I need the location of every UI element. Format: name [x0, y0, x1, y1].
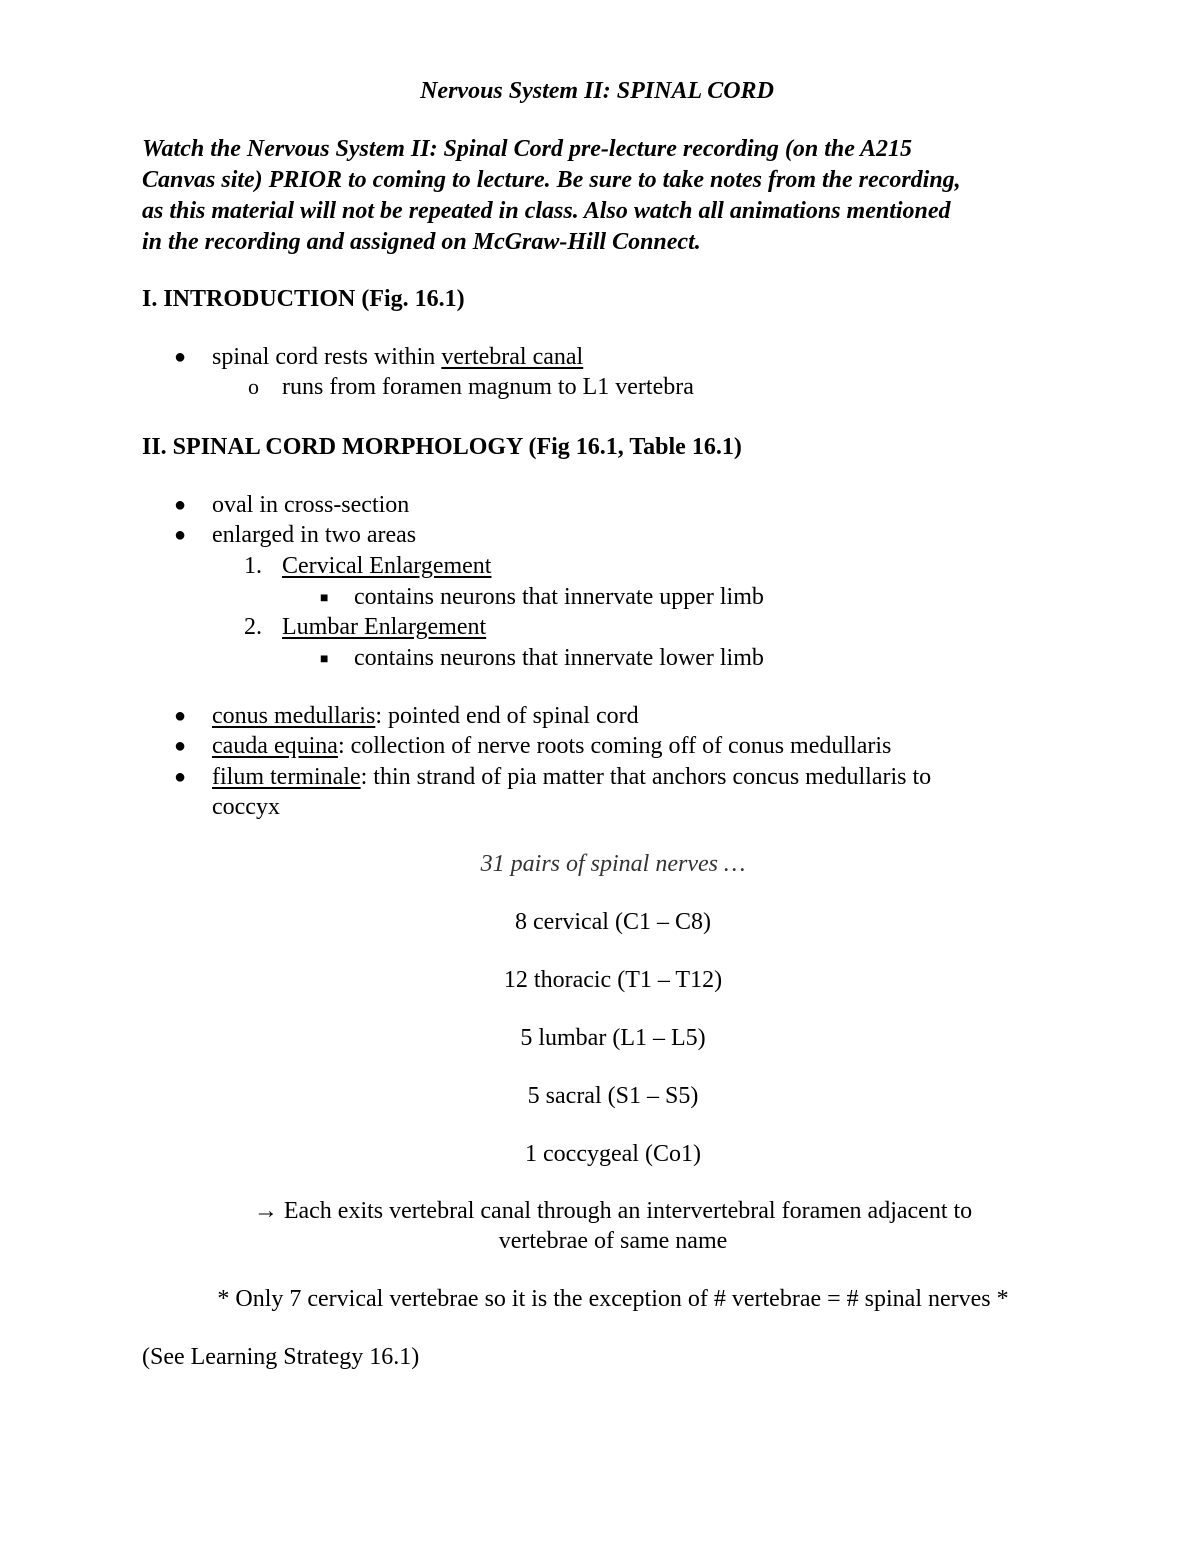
definition-text: : thin strand of pia matter that anchors concus medullaris to	[360, 764, 932, 790]
term-lumbar-enlargement: Lumbar Enlargement	[282, 614, 487, 640]
section-heading-introduction: I. INTRODUCTION (Fig. 16.1)	[142, 286, 465, 312]
term-cauda-equina: cauda equina	[212, 733, 338, 759]
circle-bullet-icon: o	[248, 374, 259, 399]
list-item	[212, 731, 891, 762]
page-title: Nervous System II: SPINAL CORD	[420, 78, 774, 104]
nerve-group-thoracic: 12 thoracic (T1 – T12)	[503, 967, 723, 993]
nerve-group-cervical: 8 cervical (C1 – C8)	[515, 909, 711, 935]
list-item-text: spinal cord rests within	[212, 344, 442, 370]
list-item	[212, 701, 639, 732]
exit-text: Each exits vertebral canal through an intervertebral foramen adjacent to	[283, 1198, 973, 1224]
bullet-icon: ●	[174, 494, 187, 516]
bullet-icon: ●	[174, 766, 187, 788]
learning-strategy-reference: (See Learning Strategy 16.1)	[142, 1344, 420, 1370]
intro-line: as this material will not be repeated in class. Also watch all animations mentioned	[142, 198, 951, 224]
nerve-group-lumbar: 5 lumbar (L1 – L5)	[520, 1025, 706, 1051]
bullet-icon: ●	[174, 524, 187, 546]
exit-statement	[0, 1196, 1200, 1227]
list-item	[212, 342, 583, 373]
term-vertebral-canal: vertebral canal	[441, 344, 584, 370]
list-number: 1.	[244, 553, 262, 579]
exit-statement-continuation: vertebrae of same name	[498, 1228, 728, 1254]
bullet-icon: ●	[174, 346, 187, 368]
term-cervical-enlargement: Cervical Enlargement	[282, 553, 492, 579]
square-bullet-icon: ■	[320, 652, 329, 667]
arrow-right-icon: →	[253, 1198, 278, 1224]
list-item: oval in cross-section	[212, 492, 410, 518]
sub-list-item: contains neurons that innervate upper limb	[354, 584, 764, 610]
sub-list-item: contains neurons that innervate lower limb	[354, 645, 764, 671]
definition-text: : collection of nerve roots coming off of conus medullaris	[337, 733, 892, 759]
exception-note: * Only 7 cervical vertebrae so it is the exception of # vertebrae = # spinal nerves *	[217, 1286, 1009, 1312]
nerves-heading: 31 pairs of spinal nerves …	[480, 851, 746, 877]
list-item	[212, 762, 931, 793]
sub-list-item: runs from foramen magnum to L1 vertebra	[282, 374, 694, 400]
intro-line: Canvas site) PRIOR to coming to lecture. Be sure to take notes from the recording,	[142, 167, 961, 193]
nerve-group-coccygeal: 1 coccygeal (Co1)	[525, 1141, 701, 1167]
section-heading-morphology: II. SPINAL CORD MORPHOLOGY (Fig 16.1, Table 16.1)	[142, 434, 742, 460]
definition-continuation: coccyx	[212, 794, 280, 820]
list-number: 2.	[244, 614, 262, 640]
bullet-icon: ●	[174, 705, 187, 727]
term-conus-medullaris: conus medullaris	[212, 703, 376, 729]
intro-instructions	[142, 134, 1052, 258]
intro-line: Watch the Nervous System II: Spinal Cord pre-lecture recording (on the A215	[142, 136, 913, 162]
bullet-icon: ●	[174, 735, 187, 757]
square-bullet-icon: ■	[320, 591, 329, 606]
nerve-group-sacral: 5 sacral (S1 – S5)	[527, 1083, 699, 1109]
list-item: enlarged in two areas	[212, 522, 417, 548]
intro-line: in the recording and assigned on McGraw-Hill Connect.	[142, 229, 701, 255]
definition-text: : pointed end of spinal cord	[375, 703, 639, 729]
term-filum-terminale: filum terminale	[212, 764, 361, 790]
